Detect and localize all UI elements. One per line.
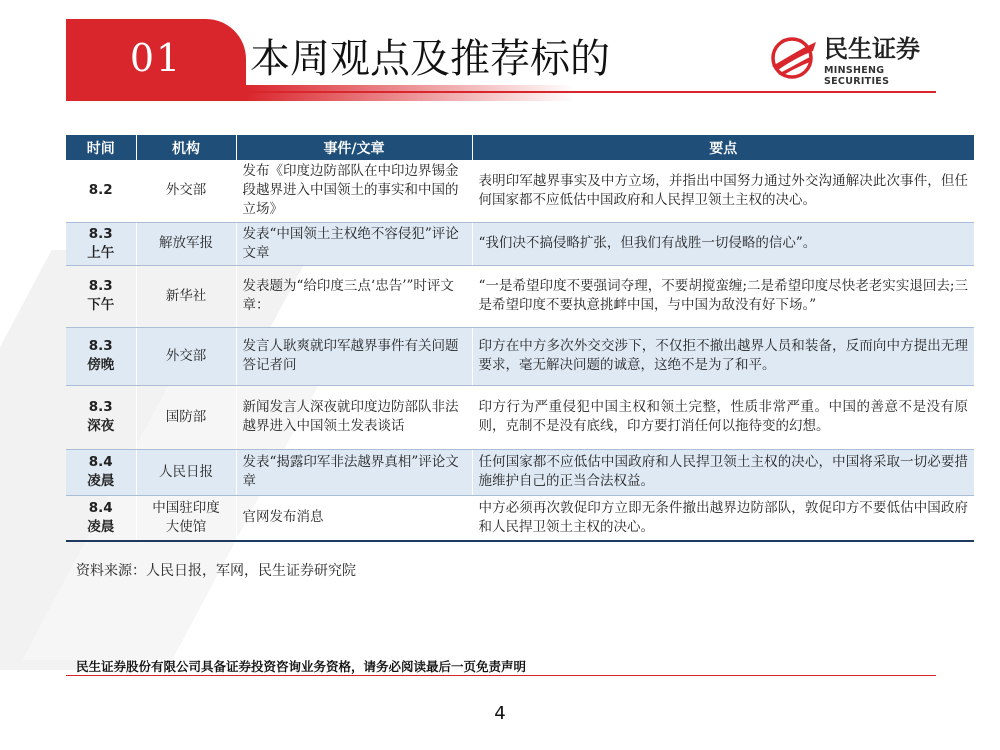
time-date: 8.4 [88, 454, 113, 470]
org-cell [136, 327, 236, 385]
org-name: 外交部 [165, 347, 207, 364]
event-cell: 发表“中国领土主权绝不容侵犯”评论文章 [236, 222, 472, 265]
event-cell: 发表“揭露印军非法越界真相”评论文章 [236, 449, 472, 495]
org-name: 外交部 [165, 182, 207, 199]
time-period: 上午 [87, 244, 115, 261]
section-number: 01 [129, 36, 183, 80]
time-period: 深夜 [87, 418, 115, 434]
footer-divider [66, 675, 936, 676]
table-row [66, 265, 974, 327]
page-number: 4 [494, 703, 506, 724]
event-cell: 新闻发言人深夜就印度边防部队非法越界进入中国领土发表谈话 [236, 385, 472, 449]
org-cell [136, 385, 236, 449]
org-cell [136, 495, 236, 541]
section-band-fade [246, 85, 576, 101]
org-cell [136, 160, 236, 222]
data-source-note: 资料来源：人民日报，军网，民生证券研究院 [76, 563, 356, 579]
org-name: 新华社 [165, 287, 207, 304]
org-cell [136, 222, 236, 265]
title-divider [246, 91, 936, 93]
points-cell: 表明印军越界事实及中方立场，并指出中国努力通过外交沟通解决此次事件，但任何国家都不应低估中国政府和人民捍卫领土主权的决心。 [472, 160, 974, 222]
brand-logo [768, 34, 943, 87]
table-row [66, 495, 974, 541]
time-period: 傍晚 [87, 357, 115, 373]
time-cell [66, 495, 136, 541]
header-time: 时间 [66, 135, 136, 160]
time-cell [66, 449, 136, 495]
table-row [66, 327, 974, 385]
time-cell [66, 222, 136, 265]
logo-name-cn: 民生证券 [824, 35, 920, 63]
org-cell [136, 449, 236, 495]
minsheng-logo-icon [768, 36, 818, 80]
disclaimer-text: 民生证券股份有限公司具备证券投资咨询业务资格，请务必阅读最后一页免责声明 [76, 659, 527, 674]
time-date: 8.3 [88, 338, 113, 354]
org-name: 国防部 [165, 408, 207, 425]
logo-name-en: MINSHENG SECURITIES [824, 65, 890, 87]
points-cell: 印方在中方多次外交交涉下，不仅拒不撤出越界人员和装备，反而向中方提出无理要求，毫无解决问题的诚意，这绝不是为了和平。 [472, 327, 974, 385]
header-org: 机构 [136, 135, 236, 160]
time-date: 8.3 [88, 225, 113, 242]
points-cell: “一是希望印度不要强词夺理，不要胡搅蛮缠;二是希望印度尽快老老实实退回去;三是希望印度不要执意挑衅中国，与中国为敌没有好下场。” [472, 265, 974, 327]
time-date: 8.4 [88, 499, 113, 516]
event-cell: 发表题为“给印度三点‘忠告’”时评文章： [236, 265, 472, 327]
table-row [66, 222, 974, 265]
time-date: 8.2 [88, 182, 113, 199]
time-cell [66, 327, 136, 385]
org-cell [136, 265, 236, 327]
points-cell: 任何国家都不应低估中国政府和人民捍卫领土主权的决心，中国将采取一切必要措施维护自己的正当合法权益。 [472, 449, 974, 495]
time-cell [66, 385, 136, 449]
org-name: 人民日报 [159, 463, 213, 480]
page-title: 本周观点及推荐标的 [250, 36, 610, 82]
header-points: 要点 [472, 135, 974, 160]
table-header-row [66, 135, 974, 160]
org-name: 中国驻印度 [152, 499, 220, 516]
table-row [66, 449, 974, 495]
points-cell: “我们决不搞侵略扩张，但我们有战胜一切侵略的信心”。 [472, 222, 974, 265]
time-date: 8.3 [88, 399, 113, 415]
time-cell [66, 160, 136, 222]
event-cell: 发布《印度边防部队在中印边界锡金段越界进入中国领土的事实和中国的立场》 [236, 160, 472, 222]
points-cell: 印方行为严重侵犯中国主权和领土完整，性质非常严重。中国的善意不是没有原则，克制不是没有底线，印方要打消任何以拖待变的幻想。 [472, 385, 974, 449]
header-event: 事件/文章 [236, 135, 472, 160]
table-row [66, 385, 974, 449]
time-period: 下午 [87, 297, 115, 313]
table-row [66, 160, 974, 222]
time-period: 凌晨 [87, 473, 115, 489]
time-cell [66, 265, 136, 327]
event-cell: 发言人耿爽就印军越界事件有关问题答记者问 [236, 327, 472, 385]
org-name: 解放军报 [159, 235, 213, 251]
event-cell: 官网发布消息 [236, 495, 472, 541]
org-name-line2: 大使馆 [165, 518, 207, 535]
time-period: 凌晨 [87, 518, 115, 535]
time-date: 8.3 [88, 278, 113, 294]
events-table [66, 135, 974, 542]
points-cell: 中方必须再次敦促印方立即无条件撤出越界边防部队，敦促印方不要低估中国政府和人民捍卫领土主权的决心。 [472, 495, 974, 541]
